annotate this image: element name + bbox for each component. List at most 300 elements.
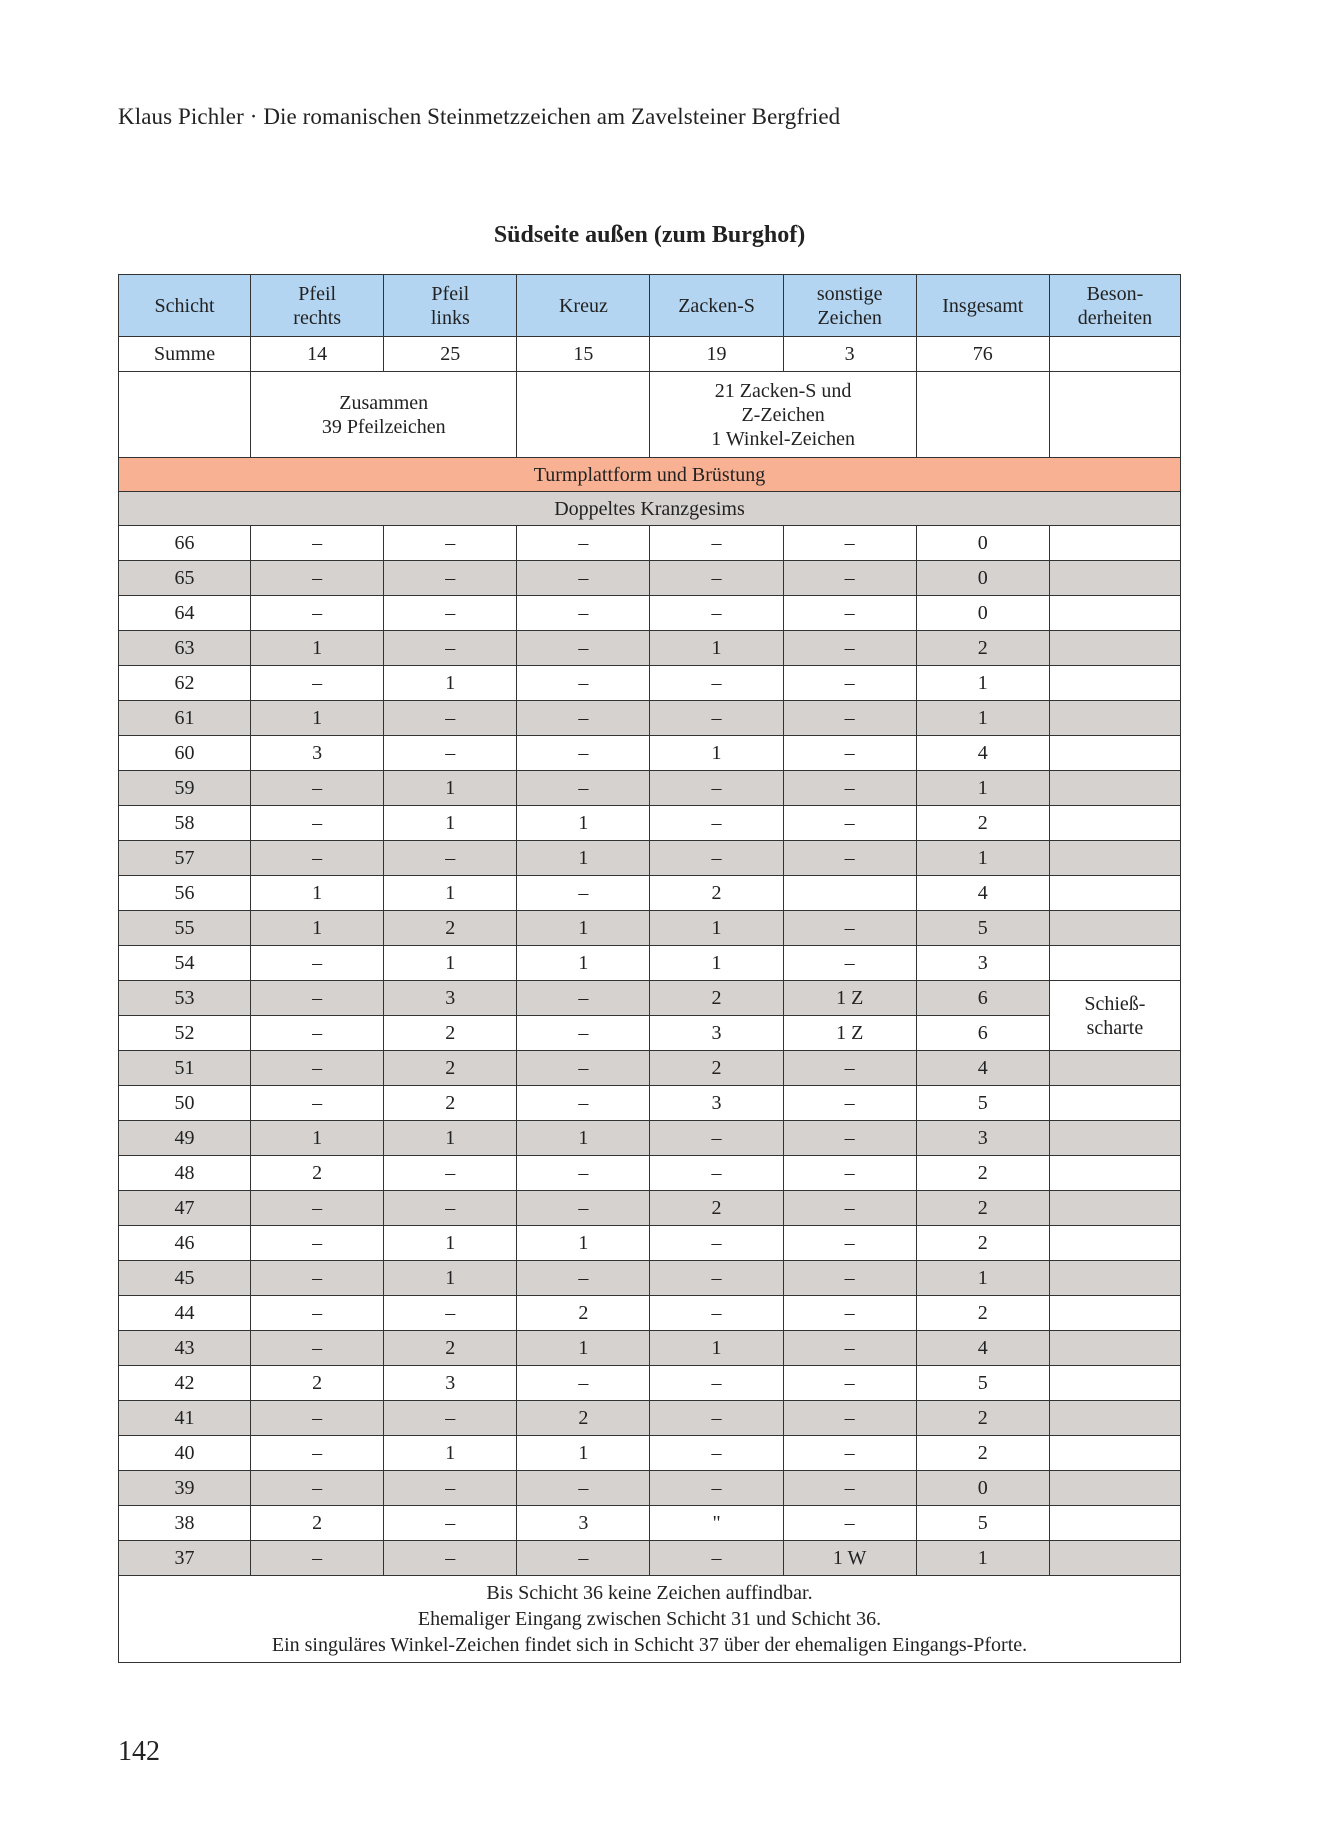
table-row — [119, 1436, 1181, 1471]
cell-pfeil-rechts: 2 — [251, 1156, 384, 1191]
table-row — [119, 1156, 1181, 1191]
cell-sonstige: – — [783, 1506, 916, 1541]
cell-schicht: 39 — [119, 1471, 251, 1506]
cell-sonstige: – — [783, 806, 916, 841]
cell-zacken-s: – — [650, 561, 783, 596]
cell-pfeil-links: 1 — [384, 1121, 517, 1156]
cell-besonderheiten — [1049, 1506, 1180, 1541]
cell-schicht: 62 — [119, 666, 251, 701]
cell-pfeil-links: 1 — [384, 1226, 517, 1261]
cell-zacken-s: – — [650, 771, 783, 806]
table-row — [119, 1051, 1181, 1086]
cell-sonstige: – — [783, 1261, 916, 1296]
cell-sonstige: – — [783, 666, 916, 701]
table-row — [119, 1366, 1181, 1401]
table-row — [119, 1331, 1181, 1366]
cell-kreuz: – — [517, 701, 650, 736]
footer-note: Bis Schicht 36 keine Zeichen auffindbar. Ehemaliger Eingang zwischen Schicht 31 und Schicht 36. Ein singuläres Winkel-Zeichen findet sich in Schicht 37 über der ehemaligen Eingangs-Pforte. — [119, 1576, 1181, 1663]
summe-label: Summe — [119, 337, 251, 372]
cell-pfeil-links: 1 — [384, 771, 517, 806]
group-pfeil-total: Zusammen 39 Pfeilzeichen — [251, 372, 517, 458]
cell-insgesamt: 4 — [916, 1331, 1049, 1366]
cell-schicht: 59 — [119, 771, 251, 806]
cell-kreuz: 1 — [517, 1436, 650, 1471]
cell-schicht: 45 — [119, 1261, 251, 1296]
cell-pfeil-links: – — [384, 1296, 517, 1331]
cell-schicht: 63 — [119, 631, 251, 666]
cell-pfeil-rechts: 2 — [251, 1366, 384, 1401]
cell-schicht: 37 — [119, 1541, 251, 1576]
cell-pfeil-rechts: 1 — [251, 876, 384, 911]
cell-kreuz: – — [517, 596, 650, 631]
cell-zacken-s: 1 — [650, 911, 783, 946]
cell-besonderheiten — [1049, 1051, 1180, 1086]
col-header-pfeil-links: Pfeil links — [384, 275, 517, 337]
table-row — [119, 911, 1181, 946]
cell-insgesamt: 5 — [916, 1086, 1049, 1121]
table-row — [119, 561, 1181, 596]
cell-besonderheiten — [1049, 1541, 1180, 1576]
table-row — [119, 1261, 1181, 1296]
table-row — [119, 1226, 1181, 1261]
cell-zacken-s: " — [650, 1506, 783, 1541]
col-header-pfeil-rechts: Pfeil rechts — [251, 275, 384, 337]
cell-pfeil-links: 3 — [384, 1366, 517, 1401]
cell-pfeil-links: – — [384, 841, 517, 876]
cell-kreuz: 1 — [517, 911, 650, 946]
cell-pfeil-rechts: – — [251, 1541, 384, 1576]
table-row — [119, 526, 1181, 561]
cell-schicht: 53 — [119, 981, 251, 1016]
group-empty-cell — [1049, 372, 1180, 458]
cell-kreuz: 2 — [517, 1401, 650, 1436]
group-row — [119, 372, 1181, 458]
cell-sonstige: – — [783, 1366, 916, 1401]
table-row — [119, 701, 1181, 736]
cell-schicht: 55 — [119, 911, 251, 946]
cell-besonderheiten — [1049, 666, 1180, 701]
cell-pfeil-links: – — [384, 596, 517, 631]
cell-pfeil-rechts: – — [251, 1226, 384, 1261]
cell-sonstige: – — [783, 1331, 916, 1366]
cell-besonderheiten — [1049, 1191, 1180, 1226]
cell-besonderheiten — [1049, 946, 1180, 981]
summe-pfeil-links: 25 — [384, 337, 517, 372]
table-row — [119, 1296, 1181, 1331]
cell-kreuz: – — [517, 1471, 650, 1506]
cell-besonderheiten — [1049, 1436, 1180, 1471]
cell-insgesamt: 6 — [916, 981, 1049, 1016]
cell-insgesamt: 2 — [916, 631, 1049, 666]
cell-sonstige: – — [783, 1051, 916, 1086]
cell-pfeil-rechts: 1 — [251, 631, 384, 666]
cell-insgesamt: 1 — [916, 771, 1049, 806]
cell-pfeil-rechts: 1 — [251, 1121, 384, 1156]
cell-besonderheiten — [1049, 771, 1180, 806]
cell-kreuz: – — [517, 1366, 650, 1401]
cell-pfeil-rechts: – — [251, 561, 384, 596]
summe-sonstige: 3 — [783, 337, 916, 372]
cell-sonstige: – — [783, 596, 916, 631]
cell-schicht: 38 — [119, 1506, 251, 1541]
cell-zacken-s: – — [650, 1436, 783, 1471]
section-gesims-row — [119, 492, 1181, 526]
cell-kreuz: 1 — [517, 841, 650, 876]
cell-schicht: 64 — [119, 596, 251, 631]
table-row — [119, 876, 1181, 911]
cell-schicht: 46 — [119, 1226, 251, 1261]
cell-schicht: 65 — [119, 561, 251, 596]
cell-pfeil-links: – — [384, 631, 517, 666]
cell-pfeil-links: – — [384, 1506, 517, 1541]
cell-kreuz: 1 — [517, 1121, 650, 1156]
summe-kreuz: 15 — [517, 337, 650, 372]
cell-pfeil-rechts: – — [251, 1436, 384, 1471]
cell-schicht: 44 — [119, 1296, 251, 1331]
cell-zacken-s: – — [650, 666, 783, 701]
cell-pfeil-links: 1 — [384, 1261, 517, 1296]
cell-pfeil-rechts: – — [251, 1086, 384, 1121]
table-row — [119, 1086, 1181, 1121]
cell-sonstige: – — [783, 1086, 916, 1121]
cell-insgesamt: 0 — [916, 526, 1049, 561]
cell-besonderheiten — [1049, 806, 1180, 841]
cell-sonstige: – — [783, 526, 916, 561]
cell-zacken-s: – — [650, 1296, 783, 1331]
table-row — [119, 1016, 1181, 1051]
cell-sonstige: – — [783, 1226, 916, 1261]
table-row — [119, 1506, 1181, 1541]
cell-besonderheiten — [1049, 1401, 1180, 1436]
cell-zacken-s: – — [650, 806, 783, 841]
cell-schicht: 43 — [119, 1331, 251, 1366]
cell-schicht: 47 — [119, 1191, 251, 1226]
cell-besonderheiten — [1049, 841, 1180, 876]
cell-schicht: 61 — [119, 701, 251, 736]
table-row — [119, 981, 1181, 1016]
group-empty-cell — [119, 372, 251, 458]
cell-kreuz: 1 — [517, 1226, 650, 1261]
cell-sonstige: – — [783, 1471, 916, 1506]
cell-pfeil-rechts: – — [251, 526, 384, 561]
cell-insgesamt: 0 — [916, 596, 1049, 631]
cell-sonstige: – — [783, 771, 916, 806]
cell-insgesamt: 2 — [916, 1191, 1049, 1226]
cell-sonstige: – — [783, 1436, 916, 1471]
table-row — [119, 1121, 1181, 1156]
cell-insgesamt: 2 — [916, 806, 1049, 841]
cell-kreuz: 1 — [517, 946, 650, 981]
cell-sonstige: 1 W — [783, 1541, 916, 1576]
cell-zacken-s: – — [650, 1541, 783, 1576]
cell-zacken-s: 3 — [650, 1016, 783, 1051]
cell-sonstige: – — [783, 911, 916, 946]
group-zacken-total: 21 Zacken-S und Z-Zeichen 1 Winkel-Zeichen — [650, 372, 916, 458]
cell-insgesamt: 3 — [916, 946, 1049, 981]
cell-kreuz: 2 — [517, 1296, 650, 1331]
cell-pfeil-rechts: – — [251, 1261, 384, 1296]
cell-pfeil-links: – — [384, 1541, 517, 1576]
cell-zacken-s: – — [650, 1366, 783, 1401]
cell-schicht: 52 — [119, 1016, 251, 1051]
table-row — [119, 946, 1181, 981]
cell-besonderheiten — [1049, 526, 1180, 561]
cell-besonderheiten — [1049, 1226, 1180, 1261]
cell-zacken-s: 2 — [650, 1191, 783, 1226]
cell-pfeil-links: 1 — [384, 666, 517, 701]
stonemason-marks-table — [118, 274, 1181, 1663]
col-header-besonderheiten: Beson- derheiten — [1049, 275, 1180, 337]
cell-zacken-s: 3 — [650, 1086, 783, 1121]
table-row — [119, 1191, 1181, 1226]
cell-pfeil-rechts: – — [251, 1051, 384, 1086]
cell-sonstige: – — [783, 701, 916, 736]
cell-kreuz: 1 — [517, 806, 650, 841]
cell-insgesamt: 1 — [916, 1541, 1049, 1576]
summe-insgesamt: 76 — [916, 337, 1049, 372]
cell-zacken-s: 2 — [650, 876, 783, 911]
cell-insgesamt: 0 — [916, 1471, 1049, 1506]
cell-pfeil-rechts: – — [251, 946, 384, 981]
cell-besonderheiten — [1049, 631, 1180, 666]
cell-pfeil-links: – — [384, 561, 517, 596]
cell-pfeil-rechts: 1 — [251, 911, 384, 946]
cell-pfeil-rechts: – — [251, 666, 384, 701]
cell-schicht: 54 — [119, 946, 251, 981]
cell-zacken-s: 2 — [650, 1051, 783, 1086]
cell-zacken-s: – — [650, 841, 783, 876]
cell-besonderheiten — [1049, 1366, 1180, 1401]
cell-schicht: 40 — [119, 1436, 251, 1471]
table-row — [119, 1401, 1181, 1436]
table-row — [119, 841, 1181, 876]
cell-besonderheiten — [1049, 876, 1180, 911]
table-row — [119, 771, 1181, 806]
cell-insgesamt: 6 — [916, 1016, 1049, 1051]
cell-sonstige: – — [783, 1401, 916, 1436]
cell-kreuz: – — [517, 736, 650, 771]
cell-pfeil-links: 2 — [384, 1016, 517, 1051]
cell-zacken-s: – — [650, 1226, 783, 1261]
cell-pfeil-links: 1 — [384, 876, 517, 911]
cell-insgesamt: 5 — [916, 911, 1049, 946]
cell-insgesamt: 5 — [916, 1506, 1049, 1541]
cell-besonderheiten — [1049, 1331, 1180, 1366]
col-header-sonstige-zeichen: sonstige Zeichen — [783, 275, 916, 337]
cell-pfeil-rechts: – — [251, 1016, 384, 1051]
col-header-schicht: Schicht — [119, 275, 251, 337]
cell-pfeil-rechts: – — [251, 1331, 384, 1366]
cell-pfeil-links: – — [384, 736, 517, 771]
cell-pfeil-links: 2 — [384, 911, 517, 946]
cell-kreuz: – — [517, 526, 650, 561]
cell-besonderheiten — [1049, 911, 1180, 946]
cell-besonderheiten — [1049, 1121, 1180, 1156]
cell-schicht: 41 — [119, 1401, 251, 1436]
cell-pfeil-links: 3 — [384, 981, 517, 1016]
cell-sonstige: – — [783, 841, 916, 876]
cell-pfeil-links: 2 — [384, 1086, 517, 1121]
cell-sonstige — [783, 876, 916, 911]
cell-zacken-s: 1 — [650, 736, 783, 771]
table-row — [119, 736, 1181, 771]
note-line: Schieß- — [1084, 992, 1146, 1015]
cell-pfeil-rechts: – — [251, 1296, 384, 1331]
section-platform: Turmplattform und Brüstung — [119, 458, 1181, 492]
cell-insgesamt: 5 — [916, 1366, 1049, 1401]
cell-kreuz: – — [517, 561, 650, 596]
cell-pfeil-rechts: – — [251, 1471, 384, 1506]
cell-sonstige: – — [783, 736, 916, 771]
table-row — [119, 666, 1181, 701]
cell-pfeil-rechts: 2 — [251, 1506, 384, 1541]
cell-kreuz: – — [517, 666, 650, 701]
cell-insgesamt: 4 — [916, 876, 1049, 911]
cell-pfeil-links: – — [384, 1471, 517, 1506]
cell-insgesamt: 1 — [916, 841, 1049, 876]
cell-besonderheiten-note — [1049, 981, 1180, 1051]
cell-kreuz: 1 — [517, 1331, 650, 1366]
footer-row — [119, 1576, 1181, 1663]
cell-kreuz: 3 — [517, 1506, 650, 1541]
cell-besonderheiten — [1049, 1156, 1180, 1191]
table-row — [119, 631, 1181, 666]
cell-sonstige: – — [783, 561, 916, 596]
cell-kreuz: – — [517, 1086, 650, 1121]
cell-insgesamt: 2 — [916, 1226, 1049, 1261]
summe-zacken-s: 19 — [650, 337, 783, 372]
cell-pfeil-links: 2 — [384, 1331, 517, 1366]
group-empty-cell — [517, 372, 650, 458]
cell-insgesamt: 1 — [916, 666, 1049, 701]
cell-insgesamt: 2 — [916, 1296, 1049, 1331]
cell-schicht: 42 — [119, 1366, 251, 1401]
cell-pfeil-rechts: – — [251, 1401, 384, 1436]
cell-schicht: 48 — [119, 1156, 251, 1191]
cell-kreuz: – — [517, 1261, 650, 1296]
cell-besonderheiten — [1049, 701, 1180, 736]
cell-pfeil-rechts: – — [251, 1191, 384, 1226]
cell-zacken-s: 1 — [650, 631, 783, 666]
cell-kreuz: – — [517, 981, 650, 1016]
cell-schicht: 57 — [119, 841, 251, 876]
col-header-zacken-s: Zacken-S — [650, 275, 783, 337]
cell-schicht: 51 — [119, 1051, 251, 1086]
section-platform-row — [119, 458, 1181, 492]
cell-kreuz: – — [517, 876, 650, 911]
cell-besonderheiten — [1049, 736, 1180, 771]
cell-kreuz: – — [517, 771, 650, 806]
col-header-kreuz: Kreuz — [517, 275, 650, 337]
cell-pfeil-rechts: – — [251, 841, 384, 876]
cell-pfeil-rechts: – — [251, 806, 384, 841]
cell-zacken-s: – — [650, 1401, 783, 1436]
cell-kreuz: – — [517, 1016, 650, 1051]
cell-insgesamt: 4 — [916, 1051, 1049, 1086]
page-number: 142 — [118, 1736, 160, 1767]
cell-kreuz: – — [517, 1191, 650, 1226]
table-row — [119, 806, 1181, 841]
cell-zacken-s: – — [650, 1121, 783, 1156]
cell-zacken-s: 2 — [650, 981, 783, 1016]
cell-schicht: 50 — [119, 1086, 251, 1121]
cell-besonderheiten — [1049, 596, 1180, 631]
cell-sonstige: – — [783, 1156, 916, 1191]
cell-zacken-s: – — [650, 701, 783, 736]
cell-zacken-s: 1 — [650, 1331, 783, 1366]
cell-zacken-s: 1 — [650, 946, 783, 981]
running-head: Klaus Pichler · Die romanischen Steinmetzzeichen am Zavelsteiner Bergfried — [118, 104, 841, 129]
cell-schicht: 66 — [119, 526, 251, 561]
cell-insgesamt: 2 — [916, 1401, 1049, 1436]
cell-insgesamt: 1 — [916, 701, 1049, 736]
cell-kreuz: – — [517, 1156, 650, 1191]
cell-schicht: 56 — [119, 876, 251, 911]
cell-besonderheiten — [1049, 561, 1180, 596]
cell-kreuz: – — [517, 1051, 650, 1086]
cell-pfeil-links: – — [384, 701, 517, 736]
cell-insgesamt: 0 — [916, 561, 1049, 596]
cell-pfeil-links: – — [384, 1191, 517, 1226]
cell-pfeil-rechts: – — [251, 771, 384, 806]
group-empty-cell — [916, 372, 1049, 458]
cell-insgesamt: 2 — [916, 1156, 1049, 1191]
cell-sonstige: – — [783, 1121, 916, 1156]
cell-pfeil-links: 2 — [384, 1051, 517, 1086]
cell-besonderheiten — [1049, 1086, 1180, 1121]
cell-zacken-s: – — [650, 1156, 783, 1191]
cell-besonderheiten — [1049, 1471, 1180, 1506]
cell-schicht: 58 — [119, 806, 251, 841]
cell-kreuz: – — [517, 631, 650, 666]
col-header-insgesamt: Insgesamt — [916, 275, 1049, 337]
header-row — [119, 275, 1181, 337]
table-row — [119, 1541, 1181, 1576]
cell-sonstige: – — [783, 946, 916, 981]
note-line: scharte — [1086, 1016, 1144, 1039]
cell-sonstige: – — [783, 1191, 916, 1226]
cell-pfeil-links: – — [384, 1401, 517, 1436]
table-row — [119, 1471, 1181, 1506]
cell-sonstige: – — [783, 631, 916, 666]
summe-pfeil-rechts: 14 — [251, 337, 384, 372]
cell-pfeil-links: – — [384, 526, 517, 561]
cell-pfeil-links: 1 — [384, 806, 517, 841]
cell-besonderheiten — [1049, 1261, 1180, 1296]
cell-pfeil-rechts: 1 — [251, 701, 384, 736]
summe-row — [119, 337, 1181, 372]
cell-pfeil-links: 1 — [384, 1436, 517, 1471]
cell-schicht: 49 — [119, 1121, 251, 1156]
table-row — [119, 596, 1181, 631]
cell-insgesamt: 3 — [916, 1121, 1049, 1156]
section-gesims: Doppeltes Kranzgesims — [119, 492, 1181, 526]
cell-sonstige: 1 Z — [783, 1016, 916, 1051]
cell-zacken-s: – — [650, 596, 783, 631]
cell-pfeil-links: – — [384, 1156, 517, 1191]
cell-pfeil-rechts: – — [251, 596, 384, 631]
cell-zacken-s: – — [650, 526, 783, 561]
table-title: Südseite außen (zum Burghof) — [493, 222, 806, 248]
cell-zacken-s: – — [650, 1261, 783, 1296]
cell-insgesamt: 2 — [916, 1436, 1049, 1471]
cell-zacken-s: – — [650, 1471, 783, 1506]
cell-besonderheiten — [1049, 1296, 1180, 1331]
cell-pfeil-links: 1 — [384, 946, 517, 981]
cell-sonstige: – — [783, 1296, 916, 1331]
cell-pfeil-rechts: – — [251, 981, 384, 1016]
cell-sonstige: 1 Z — [783, 981, 916, 1016]
